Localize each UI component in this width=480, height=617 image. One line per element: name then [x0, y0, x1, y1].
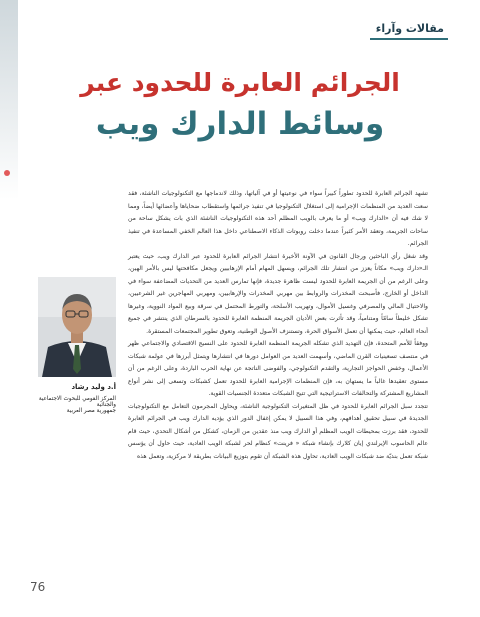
article-paragraph: تتجدد سبل الجرائم العابرة للحدود في ظل المتغيرات التكنولوجية الناشئة، ويحاول المجرمون التعامل مع التكنولوجيات الجديدة في سبيل تحقيق أهدافهم، وفي هذا السبيل لا يمكن إغفال الدور الذي يؤديه الدارك ويب في الجرائم العابرة للحدود، فقد برزت بمحيطات الويب المظلم أو الدارك ويب منذ عقدين من الزمان، كشكل من أشكال التحدي، حيث قام عالم الحاسوب الإيرلندي إيان كلارك بإنشاء شبكة « فرينت» كنظام لحر لشبكة الويب العادية، حيث حاول أن يؤسس شبكة تعمل بنديّة ضد شبكات الويب العادية، تحاول هذه الشبكة أن تقوم بتوزيع البيانات بطريقة لا مركزية، وتعمل هذه [128, 402, 428, 460]
author-country: جمهورية مصر العربية [66, 408, 116, 414]
author-photo [38, 277, 116, 377]
article-paragraph: وقد شغل رأي الباحثين ورجال القانون في الآونة الأخيرة انتشار الجرائم العابرة للحدود عبر الدارك ويب، حيث يعتبر الـ«دارك ويب» مكاناً يعزز من انتشار تلك الجرائم، ويسهل المهام أمام الإرهابيين ويجعل مكافحتها ليس بالأمر الهين، وعلى الرغم من أن الجريمة العابرة للحدود ليست ظاهرة جديدة، فإنها تمارس العديد من التحديات المضاعفة سواء في الداخل أو الخارج، فأصبحت المخدرات والروابط بين مهربي المخدرات والإرهابيين، ومهربي المهاجرين غير الشرعيين، والاحتيال المالي والمصرفي وغسيل الأموال، وتهريب الأسلحة، والتورط المحتمل في سرقة وبيع المواد النووية، وغيرها تشكل خليطاً سامّاً ومتنامياً، وقد تأثرت بعض الأديان الجريمة المنظمة العابرة للحدود بالسرطان الذي ينتشر في جميع أنحاء العالم، حيث يمكنها أن تعمل الأسواق الحرة، وتستنزف الأصول الوطنية، وتعوق تطوير المجتمعات المستقرة. [128, 252, 428, 335]
article-paragraph: ووفقاً للأمم المتحدة، فإن التهديد الذي تشكله الجريمة المنظمة العابرة للحدود على النسيج الاقتصادي والاجتماعي ظهر في منتصف تسعينيات القرن الماضي، وأسهمت العديد من العوامل دورها في انتشارها ويتمثل أبرزها في عولمة شبكات الأعمال، وخفض الحواجز التجارية، والتقدم التكنولوجي، والفوضى الناتجة عن نهاية الحرب الباردة، وعلى الرغم من أن مستوى تعقيدها غالباً ما يستهان به، فإن المنظمات الإجرامية العابرة للحدود تعمل كشبكات وتسعى إلى نشر أنواع المشاريع المشتركة والتحالفات الاستراتيجية التي تتيح الشبكات متعددة الجنسيات القوية. [128, 340, 428, 397]
section-underline [370, 38, 448, 40]
page-number: 76 [30, 580, 46, 594]
decorative-dot [4, 170, 10, 176]
article-paragraph: تشهد الجرائم العابرة للحدود تطوراً كبيراً سواء في نوعيتها أو في آلياتها، وذلك لاندماجها مع التكنولوجيات الناشئة، فقد سعت العديد من المنظمات الإجرامية إلى استغلال التكنولوجيا في تنفيذ جرائمها واستقطاب ضحاياها وأعضائها أيضاً، ومما لا شك فيه أن «الدارك ويب» أو ما يعرف بالويب المظلم أحد هذه التكنولوجيات الناشئة الذي بات يشكل ساحة من ساحات الجريمة، وتعقد الأمر كثيراً عندما دخلت روبوتات الذكاء الاصطناعي داخل هذا العالم الخفي المساعدة في تنفيذ الجرائم. [128, 190, 428, 247]
author-affiliation: المركز القومي للبحوث الاجتماعية والجنائية [38, 396, 116, 408]
article-title-line1: الجرائم العابرة للحدود عبر [80, 68, 400, 97]
section-tag: مقالات وآراء [375, 22, 444, 35]
author-name: أ.د وليد رشاد [71, 383, 116, 391]
article-title-line2: وسائط الدارك ويب [95, 106, 385, 142]
article-body [128, 188, 428, 463]
